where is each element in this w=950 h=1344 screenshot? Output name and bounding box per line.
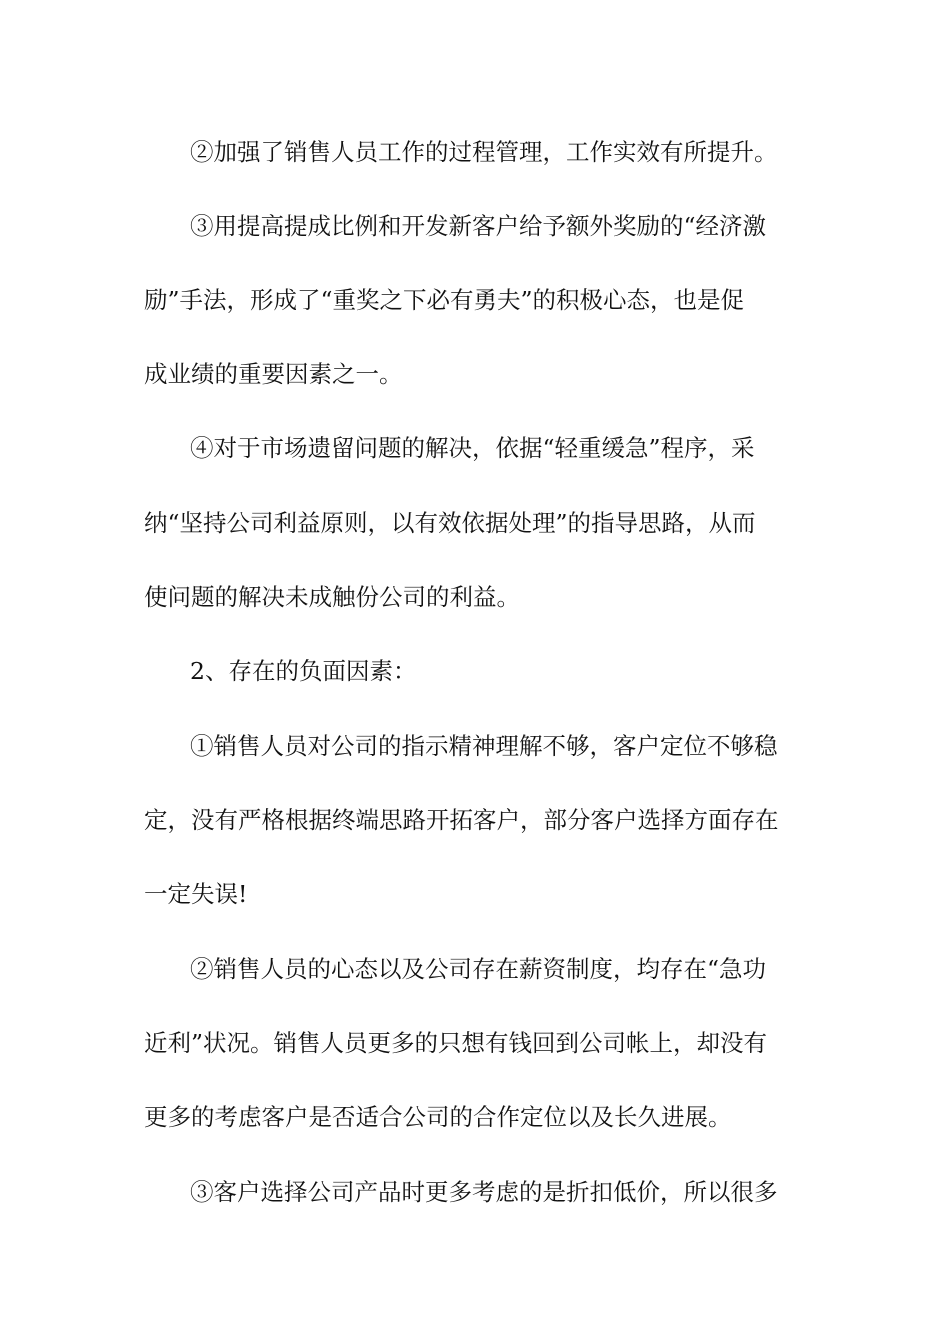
paragraph-line: ②销售人员的心态以及公司存在薪资制度，均存在“急功 xyxy=(190,955,767,983)
paragraph-line: 励”手法，形成了“重奖之下必有勇夫”的积极心态，也是促 xyxy=(144,286,745,314)
paragraph-line: 定，没有严格根据终端思路开拓客户，部分客户选择方面存在 xyxy=(144,806,779,834)
paragraph-line: 使问题的解决未成触份公司的利益。 xyxy=(144,583,520,611)
paragraph-line: 纳“坚持公司利益原则，以有效依据处理”的指导思路，从而 xyxy=(144,509,756,537)
paragraph-line: ③客户选择公司产品时更多考虑的是折扣低价，所以很多 xyxy=(190,1178,778,1206)
paragraph-line: 近利”状况。销售人员更多的只想有钱回到公司帐上，却没有 xyxy=(144,1029,768,1057)
paragraph-line: 成业绩的重要因素之一。 xyxy=(144,360,403,388)
paragraph-line: ③用提高提成比例和开发新客户给予额外奖励的“经济激 xyxy=(190,212,767,240)
paragraph-line: ①销售人员对公司的指示精神理解不够，客户定位不够稳 xyxy=(190,732,778,760)
paragraph-line: ④对于市场遗留问题的解决，依据“轻重缓急”程序，采 xyxy=(190,434,755,462)
paragraph-line: ②加强了销售人员工作的过程管理，工作实效有所提升。 xyxy=(190,138,778,166)
paragraph-line: 更多的考虑客户是否适合公司的合作定位以及长久进展。 xyxy=(144,1103,732,1131)
paragraph-line: 一定失误! xyxy=(144,880,248,908)
section-heading: 2、存在的负面因素： xyxy=(190,657,417,685)
